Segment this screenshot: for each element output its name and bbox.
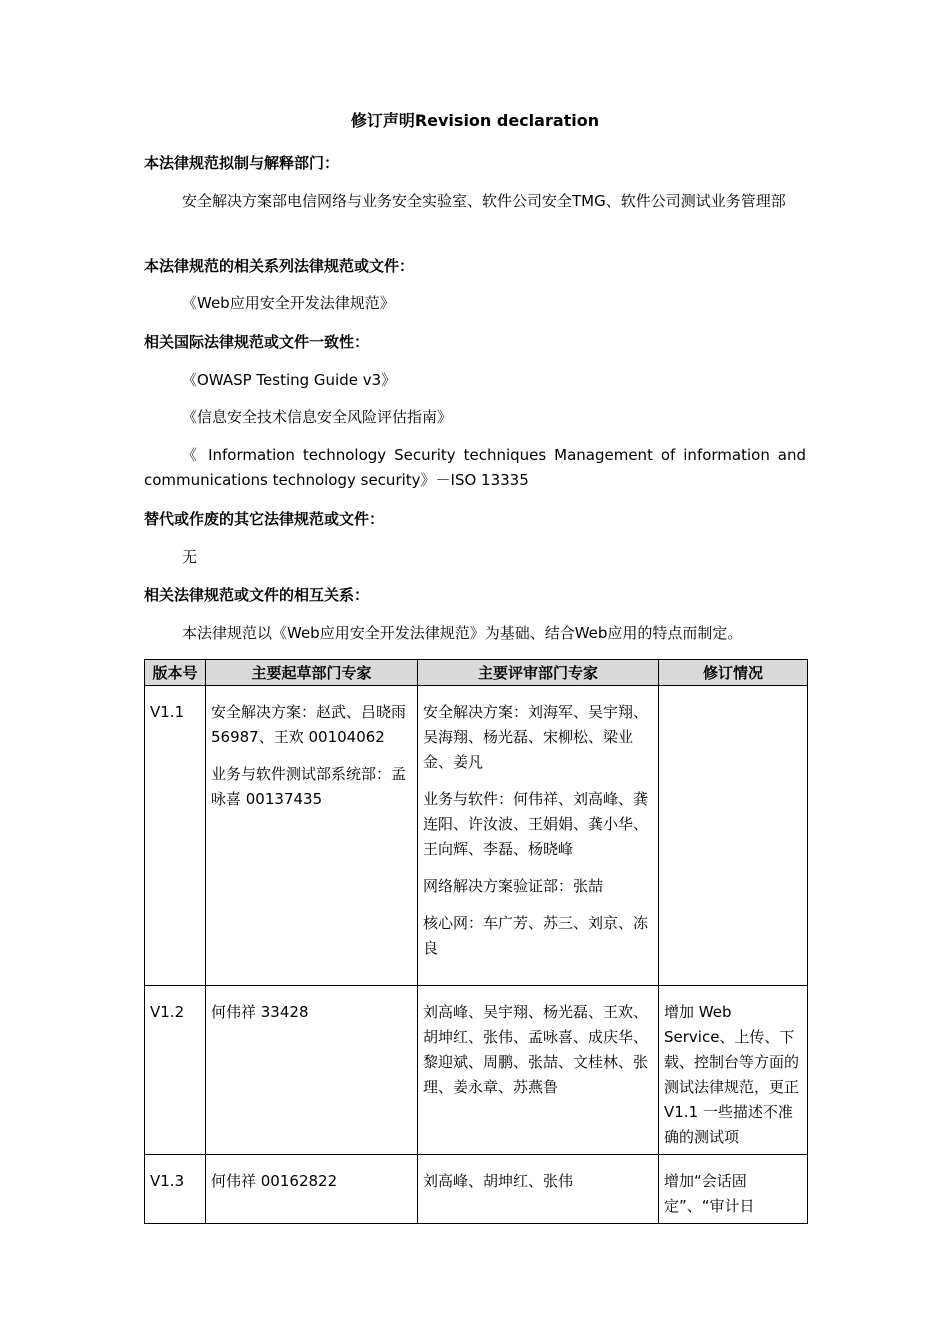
drafters-line: 何伟祥 00162822 bbox=[211, 1172, 338, 1190]
reviewers-cell bbox=[418, 1155, 659, 1224]
section-heading-related-series: 本法律规范的相关系列法律规范或文件： bbox=[144, 257, 415, 275]
table-row bbox=[145, 686, 808, 986]
drafters-line: 业务与软件测试部系统部：孟咏喜 00137435 bbox=[211, 765, 407, 808]
drafters-line: 安全解决方案：赵武、吕晓雨 56987、王欢 00104062 bbox=[211, 703, 407, 746]
reference-item-iso13335: 《 Information technology Security techniques Management of information and communications technology security》－ISO 13335 bbox=[144, 446, 806, 489]
column-header-version: 版本号 bbox=[145, 660, 206, 686]
section-heading-international: 相关国际法律规范或文件一致性： bbox=[144, 333, 370, 351]
reviewers-line: 业务与软件：何伟祥、刘高峰、龚连阳、许汝波、王娟娟、龚小华、王向辉、李磊、杨晓峰 bbox=[423, 790, 649, 858]
drafters-line: 何伟祥 33428 bbox=[211, 1003, 309, 1021]
reviewers-line: 核心网：车广芳、苏三、刘京、冻良 bbox=[423, 914, 649, 957]
column-header-drafters: 主要起草部门专家 bbox=[206, 660, 418, 686]
drafters-cell bbox=[206, 686, 418, 986]
section-body-replaced: 无 bbox=[182, 548, 198, 566]
version-cell: V1.3 bbox=[145, 1155, 206, 1224]
reviewers-line: 网络解决方案验证部：张喆 bbox=[423, 877, 604, 895]
reviewers-line: 安全解决方案：刘海军、吴宇翔、吴海翔、杨光磊、宋柳松、梁业金、姜凡 bbox=[423, 703, 649, 771]
reviewers-cell bbox=[418, 686, 659, 986]
reviewers-line: 刘高峰、吴宇翔、杨光磊、王欢、胡坤红、张伟、孟咏喜、成庆华、黎迎斌、周鹏、张喆、文桂林、张理、姜永章、苏燕鲁 bbox=[423, 1003, 649, 1096]
reviewers-line: 刘高峰、胡坤红、张伟 bbox=[423, 1172, 574, 1190]
page-title: 修订声明Revision declaration bbox=[350, 111, 600, 130]
section-heading-drafting-dept: 本法律规范拟制与解释部门： bbox=[144, 154, 340, 172]
drafters-cell bbox=[206, 1155, 418, 1224]
section-body-relationship: 本法律规范以《Web应用安全开发法律规范》为基础、结合Web应用的特点而制定。 bbox=[182, 624, 743, 642]
section-body-drafting-dept: 安全解决方案部电信网络与业务安全实验室、软件公司安全TMG、软件公司测试业务管理部 bbox=[182, 192, 786, 210]
table-header-row bbox=[145, 660, 808, 686]
reference-item-owasp: 《OWASP Testing Guide v3》 bbox=[182, 371, 397, 389]
version-cell: V1.2 bbox=[145, 986, 206, 1155]
section-heading-relationship: 相关法律规范或文件的相互关系： bbox=[144, 586, 370, 604]
drafters-cell bbox=[206, 986, 418, 1155]
revision-table bbox=[144, 659, 808, 1224]
table-row bbox=[145, 986, 808, 1155]
section-heading-replaced: 替代或作废的其它法律规范或文件： bbox=[144, 510, 385, 528]
column-header-reviewers: 主要评审部门专家 bbox=[418, 660, 659, 686]
revision-cell: 增加“会话固定”、“审计日 bbox=[659, 1155, 808, 1224]
column-header-revision: 修订情况 bbox=[659, 660, 808, 686]
version-cell: V1.1 bbox=[145, 686, 206, 986]
reviewers-cell bbox=[418, 986, 659, 1155]
revision-cell bbox=[659, 686, 808, 986]
reference-item-risk-guide: 《信息安全技术信息安全风险评估指南》 bbox=[182, 408, 453, 426]
revision-cell: 增加 Web Service、上传、下载、控制台等方面的测试法律规范，更正 V1.1 一些描述不准确的测试项 bbox=[659, 986, 808, 1155]
section-body-related-series: 《Web应用安全开发法律规范》 bbox=[182, 294, 395, 312]
table-row bbox=[145, 1155, 808, 1224]
